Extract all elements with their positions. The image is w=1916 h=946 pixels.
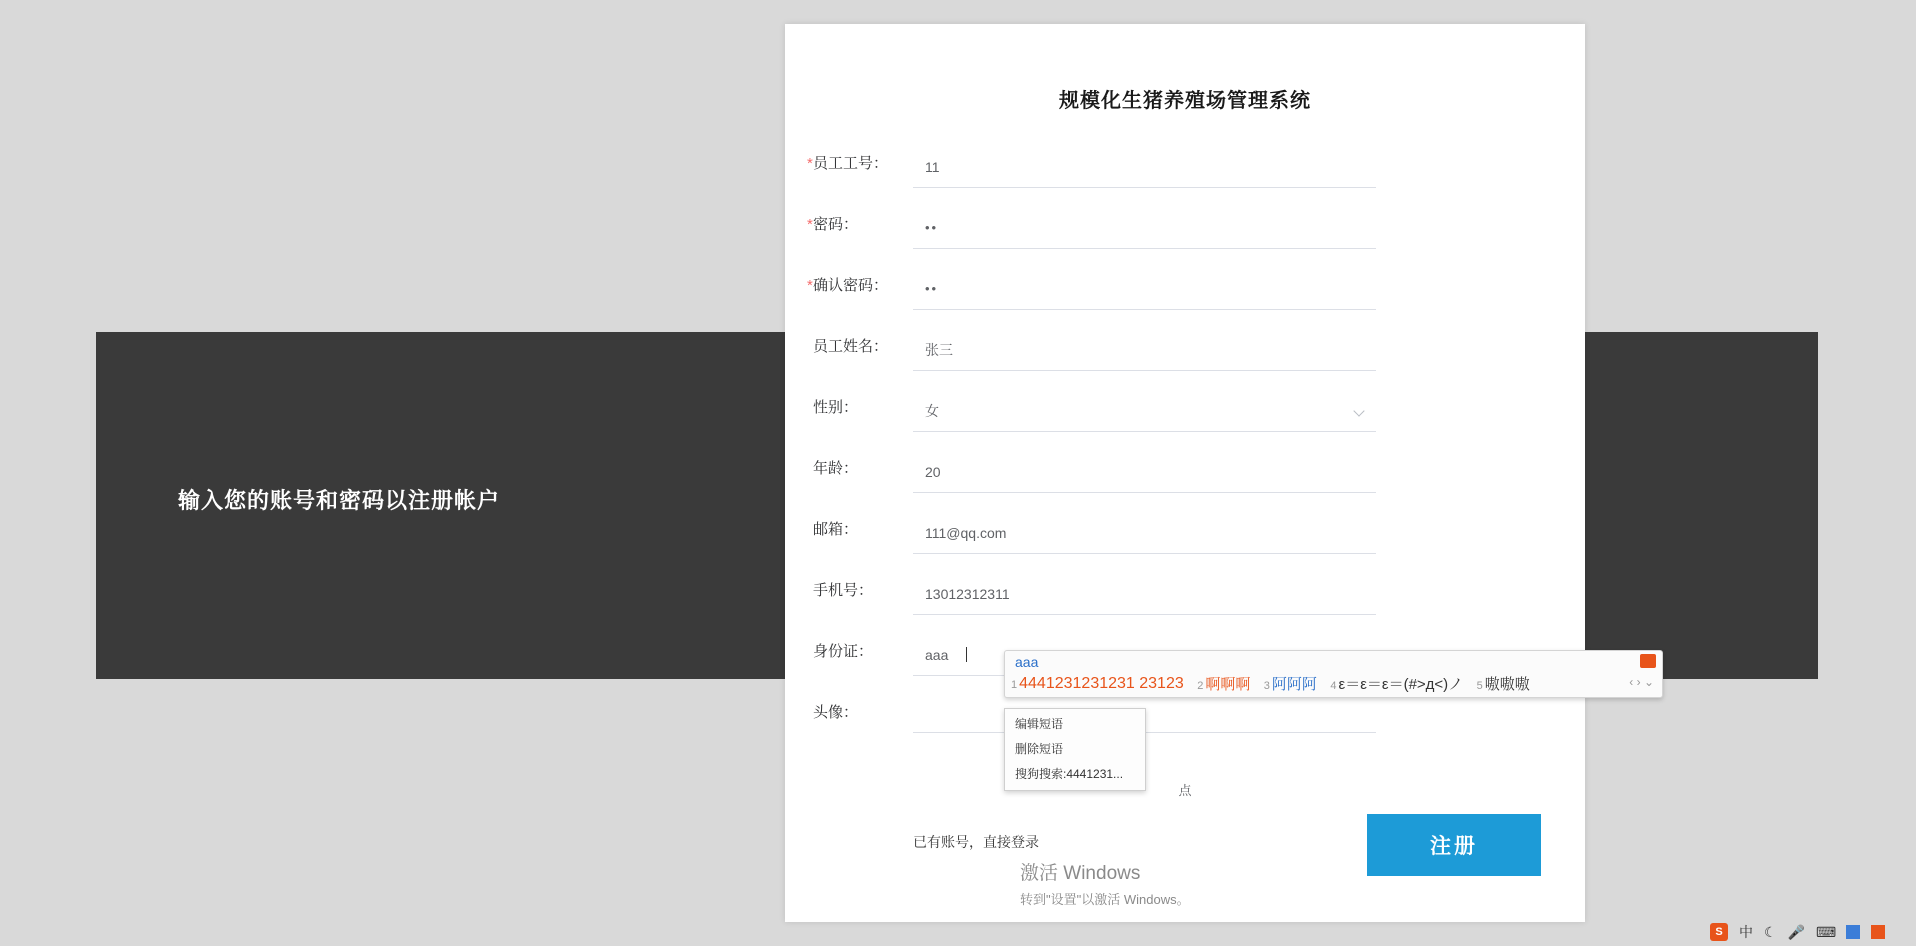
ime-pager[interactable]	[1629, 675, 1654, 689]
register-button[interactable]: 注册	[1367, 814, 1541, 876]
field-employee-name	[785, 325, 1585, 386]
field-label: 确认密码：	[813, 277, 889, 294]
field-label: 员工姓名：	[813, 338, 889, 355]
windows-activation-watermark	[1020, 858, 1190, 908]
ime-mode-label[interactable]: 中	[1739, 924, 1753, 940]
chevron-down-icon	[1354, 405, 1366, 417]
text-caret	[966, 647, 967, 662]
field-value: 11	[925, 159, 940, 175]
phone-input[interactable]	[913, 575, 1376, 615]
context-menu-item-sogou-search[interactable]: 搜狗搜索:4441231...	[1015, 767, 1124, 781]
ime-candidate[interactable]	[1264, 673, 1317, 694]
ime-candidate-index: 4	[1330, 680, 1337, 692]
ime-candidate-index: 3	[1263, 680, 1270, 692]
watermark-line-2: 转到"设置"以激活 Windows。	[1020, 892, 1190, 907]
intro-banner-text: 输入您的账号和密码以注册帐户	[178, 488, 501, 513]
ime-candidate-bar[interactable]	[1004, 650, 1663, 698]
ime-candidate-text: ε＝ε＝ε＝(#>д<)ノ	[1338, 676, 1464, 693]
field-label: 密码：	[813, 216, 859, 233]
field-value: ••	[925, 220, 939, 235]
field-label: 手机号：	[813, 582, 874, 599]
email-input[interactable]	[913, 514, 1376, 554]
ime-candidate-index: 1	[1011, 678, 1018, 691]
field-password	[785, 203, 1585, 264]
field-value: 张三	[925, 342, 953, 358]
field-confirm-password	[785, 264, 1585, 325]
register-card	[785, 24, 1585, 922]
blue-square-icon[interactable]	[1846, 925, 1860, 939]
ime-candidate-list	[1011, 673, 1539, 695]
context-menu-item-edit-phrase[interactable]: 编辑短语	[1015, 717, 1064, 731]
ime-candidate-text: 阿阿阿	[1271, 676, 1317, 693]
upload-hint: 点	[1178, 783, 1192, 798]
orange-square-icon[interactable]	[1871, 925, 1885, 939]
password-input[interactable]	[913, 209, 1376, 249]
ime-composition-text: aaa	[1015, 654, 1039, 670]
field-value: aaa	[925, 647, 949, 663]
ime-more-icon[interactable]: ⌄	[1643, 675, 1654, 689]
confirm-password-input[interactable]	[913, 270, 1376, 310]
field-avatar	[785, 691, 1585, 752]
field-label: 年龄：	[813, 460, 859, 477]
field-value: 女	[925, 403, 939, 419]
field-value: 20	[925, 464, 941, 480]
microphone-icon[interactable]: 🎤	[1787, 924, 1805, 940]
sogou-logo-icon	[1640, 654, 1656, 668]
field-value: 13012312311	[925, 586, 1010, 602]
moon-icon[interactable]: ☾	[1764, 924, 1777, 940]
required-mark: *	[807, 216, 813, 233]
ime-candidate[interactable]	[1011, 675, 1184, 693]
field-phone	[785, 569, 1585, 630]
ime-candidate-text: 4441231231231 23123	[1019, 674, 1184, 692]
ime-candidate-text: 啊啊啊	[1205, 676, 1251, 693]
ime-prev-page-icon[interactable]: ‹	[1629, 675, 1634, 689]
field-label: 员工工号：	[813, 155, 889, 172]
field-label: 邮箱：	[813, 521, 859, 538]
ime-candidate-index: 2	[1197, 680, 1204, 692]
ime-candidate[interactable]	[1197, 673, 1250, 694]
login-link[interactable]: 已有账号，直接登录	[913, 834, 1039, 850]
ime-candidate-text: 嗷嗷嗷	[1484, 676, 1530, 693]
page-title: 规模化生猪养殖场管理系统	[1059, 90, 1311, 112]
ime-context-menu	[1004, 708, 1146, 791]
age-input[interactable]	[913, 453, 1376, 493]
ime-next-page-icon[interactable]: ›	[1636, 675, 1641, 689]
field-label: 身份证：	[813, 643, 874, 660]
gender-select[interactable]	[913, 392, 1376, 432]
keyboard-icon[interactable]: ⌨	[1816, 924, 1836, 940]
ime-candidate[interactable]	[1330, 673, 1463, 694]
field-label: 性别：	[813, 399, 859, 416]
field-gender	[785, 386, 1585, 447]
field-label: 头像：	[813, 704, 859, 721]
employee-name-input[interactable]	[913, 331, 1376, 371]
required-mark: *	[807, 155, 813, 172]
field-employee-id	[785, 142, 1585, 203]
field-value: ••	[925, 281, 939, 296]
field-email	[785, 508, 1585, 569]
field-value: 111@qq.com	[925, 525, 1007, 541]
employee-id-input[interactable]	[913, 148, 1376, 188]
ime-candidate[interactable]	[1477, 673, 1530, 694]
required-mark: *	[807, 277, 813, 294]
sogou-icon[interactable]: S	[1710, 923, 1728, 941]
field-age	[785, 447, 1585, 508]
watermark-line-1: 激活 Windows	[1020, 863, 1141, 884]
system-tray	[1710, 918, 1916, 946]
context-menu-item-delete-phrase[interactable]: 删除短语	[1015, 742, 1064, 756]
ime-candidate-index: 5	[1476, 680, 1483, 692]
